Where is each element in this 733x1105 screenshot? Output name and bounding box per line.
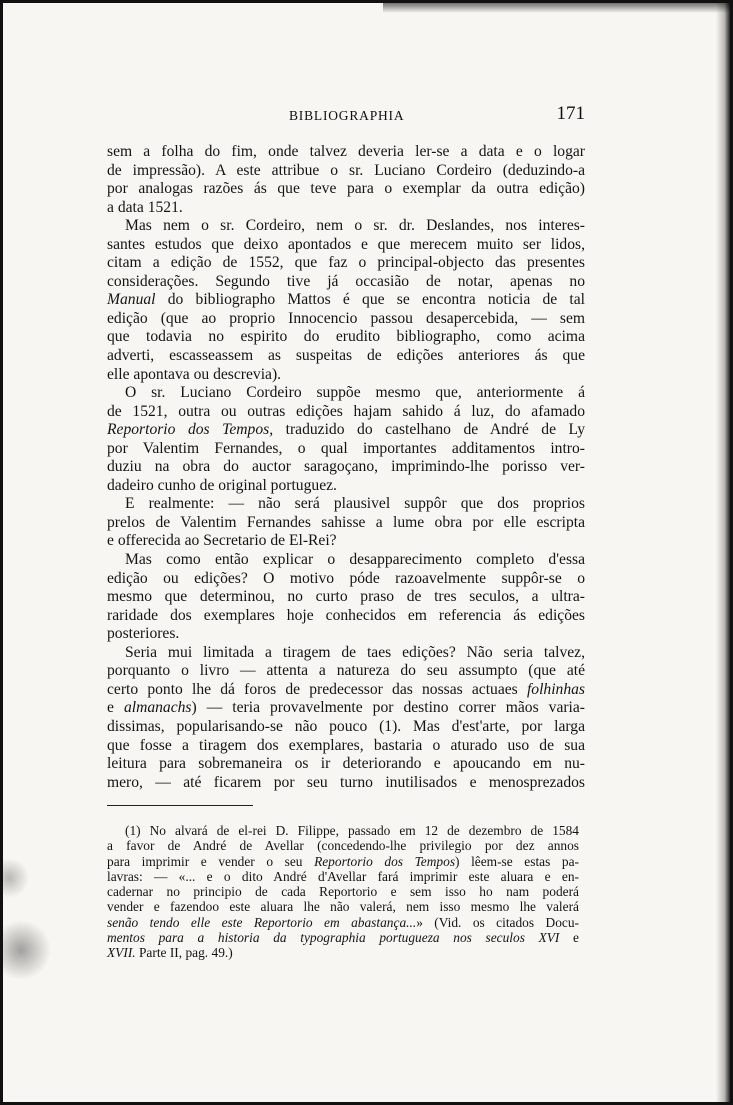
footnote-line-segment: para imprimir e vender o seu (107, 853, 315, 869)
body-line (107, 699, 585, 718)
body-line: mesmo que determinou, no curto praso de tres seculos, a ultra- (107, 588, 585, 606)
body-text (107, 143, 585, 792)
body-line: dadeiro cunho de original portuguez. (107, 476, 337, 494)
scan-shadow-top (383, 3, 733, 13)
body-line: Mas nem o sr. Cordeiro, nem o sr. dr. Deslandes, nos interes- (125, 217, 585, 235)
footnote (107, 823, 579, 961)
body-line: mero, — até ficarem por seu turno inutilisados e menosprezados (107, 773, 585, 791)
footnote-line (107, 945, 579, 960)
footnote-line (107, 915, 579, 930)
running-title: BIBLIOGRAPHIA (289, 108, 405, 123)
footnote-line-italic-title: Reportorio dos Tempos (314, 853, 456, 869)
body-line: prelos de Valentim Fernandes sahisse a lume obra por elle escripta (107, 513, 585, 531)
body-line: por Valentim Fernandes, o qual importantes additamentos intro- (107, 439, 585, 457)
body-line: O sr. Luciano Cordeiro suppõe mesmo que, anteriormente á (125, 384, 585, 402)
body-line: que fosse a tiragem dos exemplares, bastaria o aturado uso de sua (107, 736, 585, 754)
footnote-line-italic-title: senão tendo elle este Reportorio em abastança... (107, 914, 417, 930)
footnote-line (107, 930, 579, 945)
body-line: considerações. Segundo tive já occasião de notar, apenas no (107, 272, 585, 290)
footnote-line-segment: » (Vid. os citados Docu- (416, 914, 579, 930)
footnote-line-segment: ) lêem-se estas pa- (455, 853, 579, 869)
body-line: E realmente: — não será plausivel suppôr que dos proprios (125, 495, 585, 513)
body-line: citam a edição de 1552, que faz o principal-objecto das presentes (107, 254, 585, 272)
footnote-line: cadernar no principio de cada Reportorio e sem isso ho nam poderá (107, 884, 579, 900)
body-line: a data 1521. (107, 198, 183, 216)
footnote-line-italic-title: XVII. (107, 945, 136, 961)
body-line (107, 421, 585, 440)
body-line: elle apontava ou descrevia). (107, 365, 282, 383)
body-line: edição ou edições? O motivo póde razoavelmente suppôr-se o (107, 569, 585, 587)
body-line-italic-title: almanachs (123, 699, 192, 717)
body-line-segment: e (107, 699, 124, 717)
body-line: duziu na obra do auctor saragoçano, imprimindo-lhe porisso ver- (107, 458, 585, 476)
scan-speckle (3, 842, 63, 1022)
body-line-segment: do bibliographo Mattos é que se encontra noticia de tal (155, 291, 585, 309)
body-line: raridade dos exemplares hoje conhecidos em referencia ás edições (107, 606, 585, 624)
body-line: Mas como então explicar o desapparecimento completo d'essa (125, 551, 585, 569)
body-line: por analogas razões ás que teve para o exemplar da outra edição) (107, 180, 585, 198)
footnote-line-italic-title: mentos para a historia da typographia portugueza nos seculos XVI (107, 930, 560, 946)
body-line-italic-title: folhinhas (526, 680, 585, 698)
body-line: Seria mui limitada a tiragem de taes edições? Não seria talvez, (125, 643, 585, 661)
body-line: sem a folha do fim, onde talvez deveria ler-se a data e o logar (107, 143, 585, 160)
body-line-segment: traduzido do castelhano de André de Ly (273, 421, 585, 439)
footnote-line: lavras: — «... e o dito André d'Avellar fará imprimir este aluara e en- (107, 868, 579, 884)
body-line: de impressão). A este attribue o sr. Luciano Cordeiro (deduzindo-a (107, 161, 585, 179)
body-line-italic-title: Manual (107, 291, 156, 309)
body-line: posteriores. (107, 625, 180, 643)
footnote-line (107, 854, 579, 869)
footnote-line-segment: Parte II, pag. 49.) (135, 945, 233, 961)
body-line: que todavia no espirito do erudito bibliographo, como acima (107, 328, 585, 346)
body-line-segment: certo ponto lhe dá foros de predecessor das nossas actuaes (107, 680, 527, 698)
body-line (107, 681, 585, 700)
body-line: santes estudos que deixo apontados e que merecem muito ser lidos, (107, 235, 585, 253)
footnote-line-segment: e (559, 930, 579, 946)
body-line: dissimas, popularisando-se não pouco (1). Mas d'est'arte, por larga (107, 717, 585, 735)
footnote-line: a favor de André de Avellar (concedendo-lhe privilegio por dez annos (107, 838, 579, 854)
body-line-italic-title: Reportorio dos Tempos, (107, 421, 274, 439)
body-line: porquanto o livro — attenta a natureza do seu assumpto (que até (107, 662, 585, 680)
footnote-line: (1) No alvará de el-rei D. Filippe, passado em 12 de dezembro de 1584 (125, 823, 579, 838)
body-line: e offerecida ao Secretario de El-Rei? (107, 532, 337, 550)
scan-shadow-right (716, 3, 730, 1105)
body-line: edição (que ao proprio Innocencio passou desapercebida, — sem (107, 309, 585, 327)
page-header (107, 103, 585, 129)
footnote-rule (107, 805, 253, 806)
body-line: de 1521, outra ou outras edições hajam sahido á luz, do afamado (107, 402, 585, 420)
body-line (107, 291, 585, 310)
footnote-line: vender e fazendoo este aluara lhe não valerá, nem isso mesmo lhe valerá (107, 899, 579, 915)
body-line: adverti, escasseassem as suspeitas de edições anteriores ás que (107, 347, 585, 365)
body-line: leitura para sobremaneira os ir deteriorando e apoucando em nu- (107, 755, 585, 773)
page-number: 171 (556, 103, 585, 124)
body-line-segment: ) — teria provavelmente por destino correr mãos varia- (191, 699, 586, 717)
